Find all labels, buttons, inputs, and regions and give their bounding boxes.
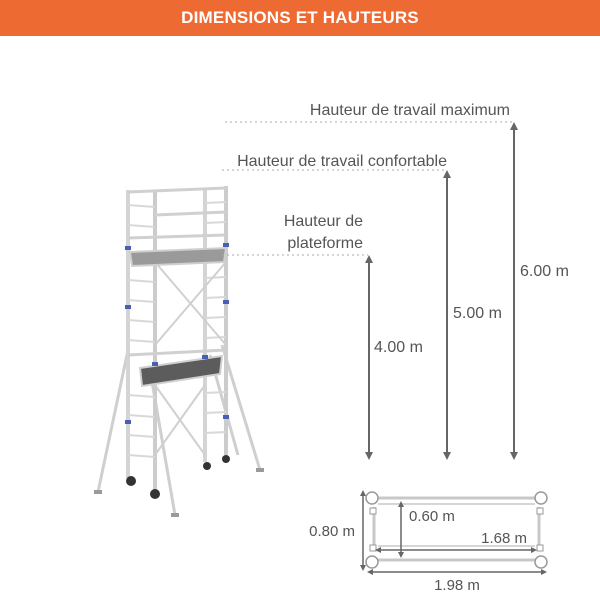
banner-title: DIMENSIONS ET HAUTEURS bbox=[181, 8, 419, 27]
max-height-label: Hauteur de travail maximum bbox=[309, 102, 510, 119]
comfort-height-label: Hauteur de travail confortable bbox=[237, 153, 447, 170]
platform-height-value: 4.00 m bbox=[374, 339, 423, 356]
comfort-height-value: 5.00 m bbox=[453, 305, 502, 322]
footprint-outer-length: 1.98 m bbox=[434, 577, 480, 594]
max-height-value: 6.00 m bbox=[520, 263, 569, 280]
platform-height-label-line2: plateforme bbox=[287, 235, 363, 252]
platform-height-label-line1: Hauteur de bbox=[283, 213, 363, 230]
footprint-outer-height: 0.80 m bbox=[309, 523, 355, 540]
scaffold-illustration bbox=[94, 186, 264, 517]
footprint-inner-height: 0.60 m bbox=[409, 508, 455, 525]
footprint-inner-length: 1.68 m bbox=[481, 530, 527, 547]
